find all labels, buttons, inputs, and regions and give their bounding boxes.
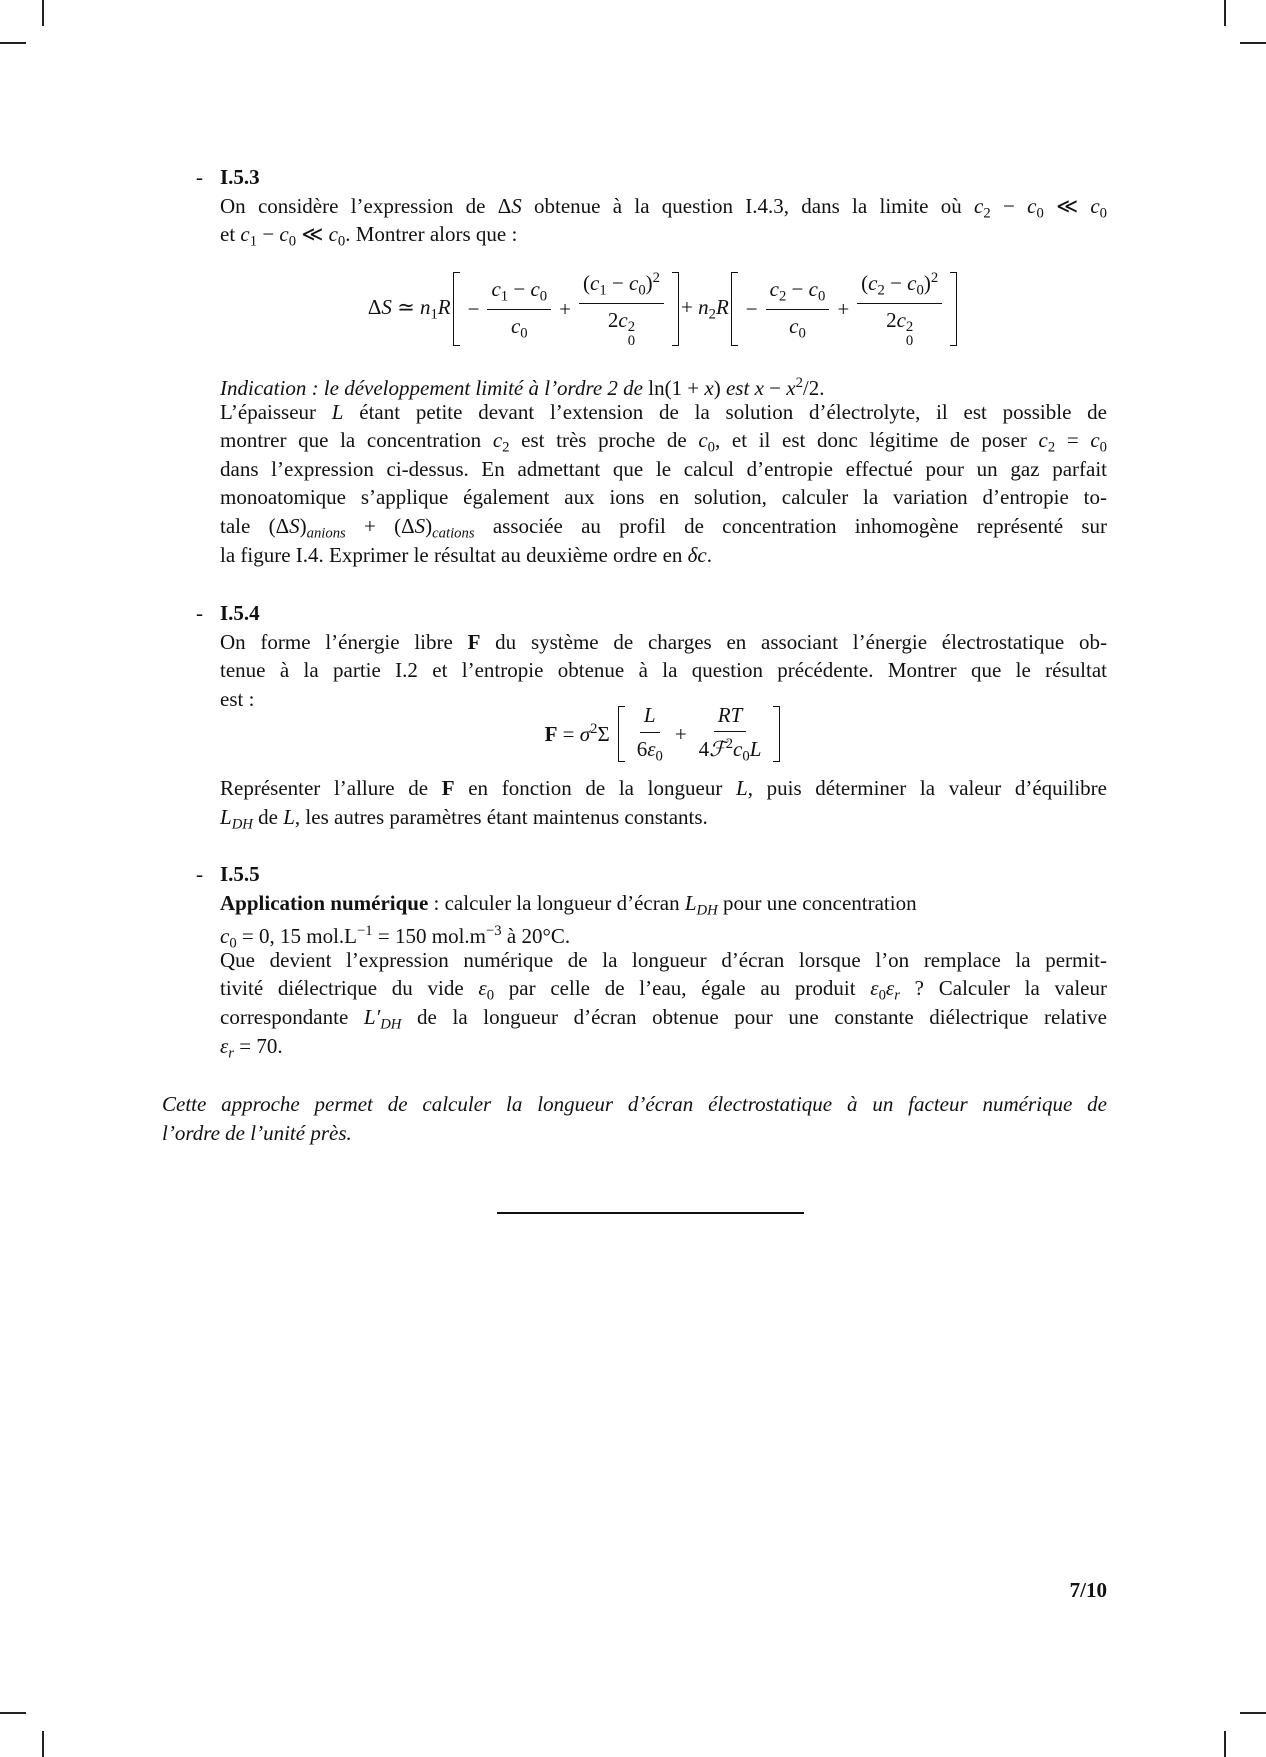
page-number: 7/10 <box>1069 1578 1107 1602</box>
math-segment: 1 <box>500 288 509 305</box>
text-line <box>220 774 1107 803</box>
denominator <box>507 310 532 343</box>
text-segment: 6 <box>636 736 648 761</box>
script-index: 0 <box>627 333 636 350</box>
math-segment: 2 <box>795 375 803 391</box>
text-segment: ) <box>299 513 307 538</box>
text-segment: dans l’expression ci-dessus. En admettant que le calcul d’entropie effectué pour un gaz parfait <box>220 456 1107 481</box>
numerator <box>487 276 551 310</box>
text-segment: ) <box>425 513 433 538</box>
text-segment: Δ <box>401 513 415 538</box>
sub-superscript <box>906 320 913 349</box>
crop-mark <box>1224 0 1226 26</box>
left-bracket <box>453 272 460 346</box>
math-segment: 0 <box>337 233 346 250</box>
math-segment: cations <box>432 525 475 541</box>
text-line <box>220 628 1107 657</box>
text-segment: On forme l’énergie libre <box>220 629 468 654</box>
math-segment: c <box>907 271 917 296</box>
math-segment: c <box>328 222 338 247</box>
math-segment: anions <box>306 525 346 541</box>
math-segment: c <box>220 924 230 949</box>
math-segment: L <box>736 776 748 800</box>
math-segment: ε <box>220 1033 229 1058</box>
text-segment: ln(1 + <box>648 376 705 401</box>
section-end-rule <box>497 1212 804 1214</box>
text-line <box>162 1119 1107 1148</box>
text-line <box>220 426 1107 455</box>
text-line <box>220 974 1107 1003</box>
text-line <box>220 1032 1107 1061</box>
crop-mark <box>42 0 44 26</box>
crop-mark <box>0 42 26 44</box>
question-label: I.5.3 <box>220 165 260 189</box>
text-line <box>220 1003 1107 1032</box>
math-segment: c <box>240 222 250 247</box>
text-line <box>220 656 1107 685</box>
right-bracket <box>672 272 679 346</box>
text-segment: = <box>557 722 580 747</box>
text-segment: Application numérique <box>220 890 429 915</box>
question-1-5-5 <box>196 860 1107 1061</box>
left-bracket <box>731 272 738 346</box>
list-dash: - <box>196 601 203 625</box>
math-segment: ε <box>478 976 487 1001</box>
text-segment: Représenter l’allure de <box>220 776 442 800</box>
numerator <box>766 276 830 310</box>
math-segment: c <box>589 271 600 296</box>
math-segment: ℱ <box>709 737 726 762</box>
question-heading <box>196 860 1107 889</box>
text-segment: tenue à la partie I.2 et l’entropie obtenue à la question précédente. Montrer que le résultat <box>220 658 1107 683</box>
math-segment: r <box>894 987 900 1003</box>
math-segment: 0 <box>1099 439 1107 455</box>
math-segment: r <box>228 1044 234 1061</box>
text-segment: associée au profil de concentration inhomogène représenté sur <box>474 513 1107 538</box>
text-segment: ) <box>923 271 931 296</box>
text-segment: − <box>990 193 1028 218</box>
math-segment: 0 <box>520 324 528 341</box>
text-line <box>220 398 1107 427</box>
math-segment: DH <box>380 1016 402 1032</box>
conclusion-lines <box>162 1090 1107 1147</box>
math-segment: 2 <box>590 720 598 737</box>
text-segment: ≃ <box>391 294 420 319</box>
math-segment: L <box>643 703 656 728</box>
math-segment: x <box>704 376 714 401</box>
text-segment: F <box>441 776 455 800</box>
text-segment: par celle de l’eau, égale au produit <box>494 976 871 1001</box>
text-segment: est <box>720 376 755 401</box>
text-segment: − <box>257 222 280 247</box>
text-segment: pour une concentration <box>717 890 917 915</box>
text-line <box>220 455 1107 484</box>
math-segment: S <box>511 193 522 218</box>
sub-superscript <box>628 320 635 349</box>
question-label: I.5.4 <box>220 601 260 625</box>
math-segment: x <box>754 376 764 401</box>
fraction <box>487 276 551 343</box>
crop-mark <box>1224 1731 1226 1757</box>
crop-mark <box>1240 42 1266 44</box>
text-segment: − <box>508 276 531 301</box>
text-segment: − <box>606 271 629 296</box>
crop-mark <box>42 1731 44 1757</box>
question-body <box>220 889 1107 1061</box>
text-segment: = <box>1055 428 1091 453</box>
equation-lhs <box>545 721 610 747</box>
text-segment: = 0, 15 mol.L <box>236 924 358 949</box>
question-body <box>220 774 1107 831</box>
text-line <box>220 917 1107 952</box>
math-segment: S <box>381 294 392 319</box>
text-segment: tivité diélectrique du vide <box>220 976 479 1001</box>
math-segment: c <box>974 193 984 218</box>
text-segment: ) <box>645 271 653 296</box>
math-segment: 2 <box>930 270 939 287</box>
math-segment: R <box>437 294 451 319</box>
text-segment: , et il est donc légitime de poser <box>715 428 1039 453</box>
equation-middle <box>681 295 729 323</box>
fraction <box>579 269 664 349</box>
fraction <box>857 269 942 349</box>
text-segment: correspondante <box>220 1004 364 1029</box>
denominator <box>882 304 917 349</box>
fraction <box>695 702 766 766</box>
text-segment: étant petite devant l’extension de la solution d’électrolyte, il est possible de <box>343 399 1107 424</box>
math-segment: 0 <box>1036 205 1044 221</box>
math-segment: DH <box>231 816 253 832</box>
math-segment: 2 <box>652 270 661 287</box>
text-line <box>220 512 1107 541</box>
math-segment: c <box>808 276 818 301</box>
math-segment: 0 <box>817 288 826 305</box>
text-segment: du système de charges en associant l’énergie électrostatique ob- <box>480 629 1107 654</box>
math-segment: c <box>868 271 878 296</box>
text-segment: F <box>544 722 558 747</box>
text-segment: 4 <box>698 737 710 762</box>
text-segment: Que devient l’expression numérique de la longueur d’écran lorsque l’on remplace la permit- <box>220 947 1107 972</box>
text-segment: ) <box>713 376 721 401</box>
text-segment: Indication : le développement limité à l’ordre 2 de <box>220 376 649 401</box>
text-segment: . Montrer alors que : <box>345 222 518 247</box>
text-segment: montrer que la concentration <box>220 428 493 453</box>
math-segment: c <box>769 276 779 301</box>
text-line <box>220 889 1107 918</box>
fraction <box>766 276 830 343</box>
question-heading <box>196 599 1107 628</box>
text-segment: /2. <box>802 376 825 401</box>
script-index: 2 <box>905 318 914 335</box>
text-segment: . <box>706 542 712 567</box>
text-segment: à 20°C. <box>501 924 571 949</box>
math-segment: 0 <box>878 987 886 1003</box>
math-segment: L <box>220 804 232 829</box>
crop-mark <box>1240 1712 1266 1714</box>
math-segment: −1 <box>357 923 373 940</box>
math-segment: c <box>1090 428 1100 453</box>
math-segment: c <box>279 222 289 247</box>
text-segment: en fonction de la longueur <box>454 776 736 800</box>
math-segment: 0 <box>1099 205 1107 221</box>
text-segment: Δ <box>497 193 512 218</box>
math-segment: L <box>283 804 295 829</box>
math-segment: 0 <box>229 935 237 952</box>
question-intro <box>220 628 1107 714</box>
math-segment: L <box>749 737 762 762</box>
math-segment: R <box>715 294 729 319</box>
math-segment: 2 <box>983 205 991 221</box>
math-segment: 2 <box>778 288 787 305</box>
text-segment: de la longueur d’écran obtenue pour une constante diélectrique relative <box>401 1004 1107 1029</box>
question-body <box>220 369 1107 569</box>
fraction <box>633 702 667 765</box>
math-segment: L′ <box>363 1004 381 1029</box>
math-segment: ε <box>647 736 656 761</box>
math-segment: S <box>414 513 426 538</box>
plus-sign: + <box>837 296 850 321</box>
text-segment: F <box>467 629 481 654</box>
text-segment: , puis déterminer la valeur d’équilibre <box>747 776 1107 800</box>
denominator <box>695 732 766 766</box>
question-heading <box>196 163 1107 192</box>
math-segment: c <box>733 737 743 762</box>
text-segment: − <box>786 276 809 301</box>
text-segment: On considère l’expression de <box>220 193 498 218</box>
plus-sign: + <box>559 296 571 321</box>
math-segment: RT <box>717 702 743 727</box>
text-segment: = 70. <box>234 1033 283 1058</box>
text-segment: est très proche de <box>509 428 699 453</box>
text-line <box>220 192 1107 221</box>
math-segment: 0 <box>655 748 663 765</box>
text-segment: − <box>884 271 908 296</box>
math-segment: c <box>492 428 503 453</box>
math-segment: 0 <box>707 439 716 455</box>
math-segment: c <box>698 428 708 453</box>
math-segment: x <box>786 376 796 401</box>
entropy-equation <box>220 270 1107 348</box>
math-segment: L <box>331 399 344 424</box>
text-segment: ≪ <box>1043 193 1091 218</box>
math-segment: ε <box>870 976 879 1001</box>
denominator <box>633 733 667 766</box>
text-segment: l’ordre de l’unité près. <box>162 1120 352 1145</box>
math-segment: L <box>684 890 697 915</box>
right-bracket <box>773 706 780 762</box>
math-segment: 0 <box>539 288 548 305</box>
denominator <box>785 310 810 343</box>
math-segment: σ <box>579 722 591 747</box>
text-line <box>162 1090 1107 1119</box>
math-segment: 2 <box>1047 439 1056 455</box>
numerator <box>714 702 747 732</box>
text-segment: et <box>220 222 241 247</box>
math-segment: n <box>419 294 431 319</box>
math-segment: 0 <box>288 233 297 250</box>
math-segment: c <box>530 276 540 301</box>
text-segment: 2 <box>886 307 897 332</box>
text-segment: = 150 mol.m <box>372 924 487 949</box>
text-segment: Δ <box>367 294 382 319</box>
math-segment: −3 <box>486 923 502 940</box>
text-segment: la figure I.4. Exprimer le résultat au deuxième ordre en <box>220 542 688 567</box>
math-segment: 1 <box>599 282 607 299</box>
text-segment: ? Calculer la valeur <box>899 976 1107 1001</box>
math-segment: c <box>510 313 521 338</box>
text-segment: tale ( <box>220 513 276 538</box>
list-dash: - <box>196 862 203 886</box>
math-segment: 2 <box>725 736 734 753</box>
numerator <box>857 269 942 304</box>
text-line <box>220 483 1107 512</box>
left-bracket <box>618 706 625 762</box>
math-segment: 2 <box>708 306 716 323</box>
equation-lhs <box>368 295 451 323</box>
denominator <box>604 304 639 349</box>
text-segment: + ( <box>345 513 402 538</box>
math-segment: c <box>629 271 639 296</box>
question-label: I.5.5 <box>220 862 260 886</box>
math-segment: 0 <box>742 748 750 765</box>
text-segment: : calculer la longueur d’écran <box>428 890 685 915</box>
math-segment: δc <box>687 542 707 567</box>
text-segment: L’épaisseur <box>220 399 332 424</box>
text-line <box>220 369 1107 401</box>
question-1-5-3 <box>196 163 1107 250</box>
text-segment: Δ <box>275 513 290 538</box>
text-line <box>220 946 1107 975</box>
math-segment: 0 <box>638 282 646 299</box>
text-segment: Cette approche permet de calculer la longueur d’écran électrostatique à un facteur numérique de <box>162 1092 1107 1116</box>
math-segment: 1 <box>249 233 258 250</box>
math-segment: c <box>1038 428 1048 453</box>
script-index: 2 <box>627 318 636 335</box>
text-segment: est : <box>220 686 255 711</box>
text-segment: + <box>681 294 699 319</box>
plus-sign: + <box>674 721 687 746</box>
text-segment: ( <box>582 271 590 296</box>
text-line <box>220 220 1107 249</box>
numerator <box>640 702 660 732</box>
math-segment: 0 <box>486 987 495 1003</box>
minus-sign: − <box>745 296 758 321</box>
math-segment: c <box>789 313 799 338</box>
text-segment: ≪ <box>296 222 329 247</box>
list-dash: - <box>196 165 203 189</box>
question-1-5-4 <box>196 599 1107 711</box>
math-segment: c <box>618 307 628 332</box>
numerator <box>579 269 664 304</box>
text-segment: − <box>763 376 787 401</box>
free-energy-equation <box>220 704 1107 764</box>
math-segment: 0 <box>916 282 924 299</box>
math-segment: n <box>698 294 709 319</box>
crop-mark <box>0 1712 26 1714</box>
text-segment: , les autres paramètres étant maintenus constants. <box>294 804 708 829</box>
math-segment: 0 <box>798 324 806 341</box>
math-segment: 1 <box>430 306 438 323</box>
text-line <box>220 541 1107 570</box>
text-segment: ( <box>861 271 869 296</box>
math-segment: c <box>1090 193 1100 218</box>
math-segment: S <box>289 513 300 538</box>
minus-sign: − <box>467 296 480 321</box>
math-segment: DH <box>696 902 718 918</box>
math-segment: c <box>896 307 906 332</box>
math-segment: 2 <box>877 282 885 299</box>
math-segment: c <box>1027 193 1037 218</box>
text-line <box>220 803 1107 832</box>
text-segment: Σ <box>597 722 610 747</box>
question-intro <box>220 192 1107 249</box>
script-index: 0 <box>905 333 914 350</box>
right-bracket <box>950 272 957 346</box>
text-segment: monoatomique s’applique également aux ions en solution, calculer la variation d’entropie to- <box>220 485 1107 510</box>
text-segment: de <box>252 804 284 829</box>
math-segment: ε <box>885 976 895 1001</box>
text-segment: obtenue à la question I.4.3, dans la limite où <box>521 193 975 218</box>
math-segment: c <box>491 276 501 301</box>
text-segment: 2 <box>607 307 619 332</box>
math-segment: 2 <box>502 439 510 455</box>
